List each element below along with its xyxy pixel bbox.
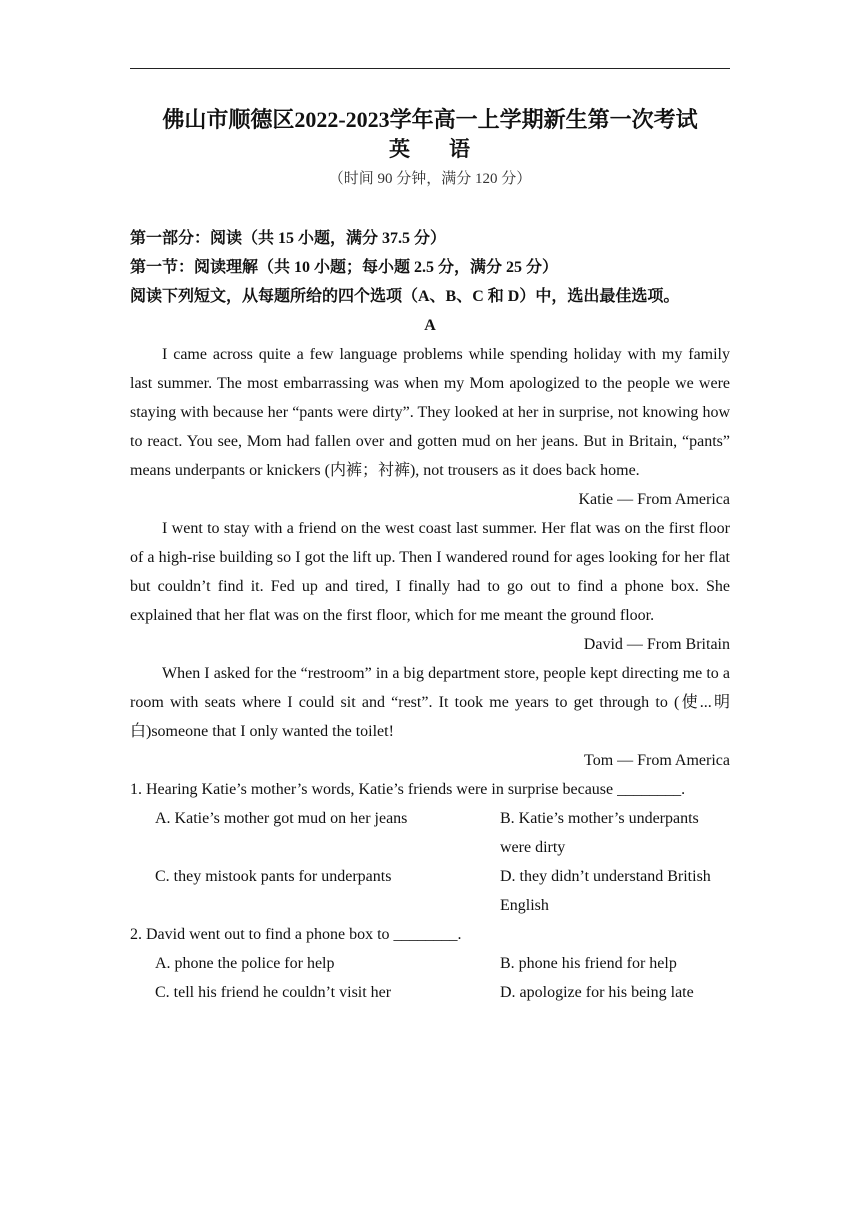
passage-paragraph-3: When I asked for the “restroom” in a big department store, people kept directing me to a room with seats where I could sit and “rest”. It took me years to get through to (使...明白)someone that I only wanted the toilet! (130, 665, 730, 740)
subject-char-1: 英 (389, 137, 411, 161)
top-rule (130, 68, 730, 69)
passage-paragraph-1: I came across quite a few language problems while spending holiday with my family last summer. The most embarrassing was when my Mom apologized to the people we were staying with because her “pants were dirty”. They looked at her in surprise, not knowing how to react. You see, Mom had fallen over and gotten mud on her jeans. But in Britain, “pants” means underpants or knickers (内裤；衬裤), not trousers as it does back home. (130, 346, 730, 479)
question-2-option-b: B. phone his friend for help (500, 955, 677, 972)
question-1-option-b: B. Katie’s mother’s underpants were dirty (500, 810, 699, 856)
question-2-stem: 2. David went out to find a phone box to ________. (130, 926, 462, 943)
exam-title: 佛山市顺德区2022-2023学年高一上学期新生第一次考试 (162, 107, 698, 132)
signature-2: David — From Britain (583, 636, 730, 653)
question-1-option-c: C. they mistook pants for underpants (155, 868, 392, 885)
question-2-option-d: D. apologize for his being late (500, 984, 694, 1001)
passage-label: A (424, 317, 436, 334)
signature-3: Tom — From America (584, 752, 730, 769)
question-1-stem: 1. Hearing Katie’s mother’s words, Katie’s friends were in surprise because ________. (130, 781, 686, 798)
subject-heading (130, 134, 730, 164)
question-2-options-row-2 (130, 978, 730, 1007)
subsection-heading: 第一节：阅读理解（共 10 小题；每小题 2.5 分，满分 25 分） (130, 259, 559, 276)
question-2-option-a: A. phone the police for help (155, 955, 335, 972)
instruction: 阅读下列短文，从每题所给的四个选项（A、B、C 和 D）中，选出最佳选项。 (130, 288, 680, 305)
subject-char-2: 语 (449, 137, 471, 161)
question-2-option-c: C. tell his friend he couldn’t visit her (155, 984, 392, 1001)
part-heading: 第一部分：阅读（共 15 小题，满分 37.5 分） (130, 230, 447, 247)
question-1-options-row-1 (130, 804, 730, 862)
exam-body (130, 224, 730, 1007)
question-1-option-d: D. they didn’t understand British English (500, 868, 711, 914)
question-1-options-row-2 (130, 862, 730, 920)
question-2-options-row-1 (130, 949, 730, 978)
question-1-option-a: A. Katie’s mother got mud on her jeans (155, 810, 408, 827)
passage-paragraph-2: I went to stay with a friend on the west coast last summer. Her flat was on the first floor of a high-rise building so I got the lift up. Then I wandered round for ages looking for her flat but couldn’t find it. Fed up and tired, I finally had to go out to find a phone box. She explained that her flat was on the first floor, which for me meant the ground floor. (130, 520, 730, 624)
time-note: （时间 90 分钟，满分 120 分） (328, 171, 532, 187)
signature-1: Katie — From America (578, 491, 730, 508)
